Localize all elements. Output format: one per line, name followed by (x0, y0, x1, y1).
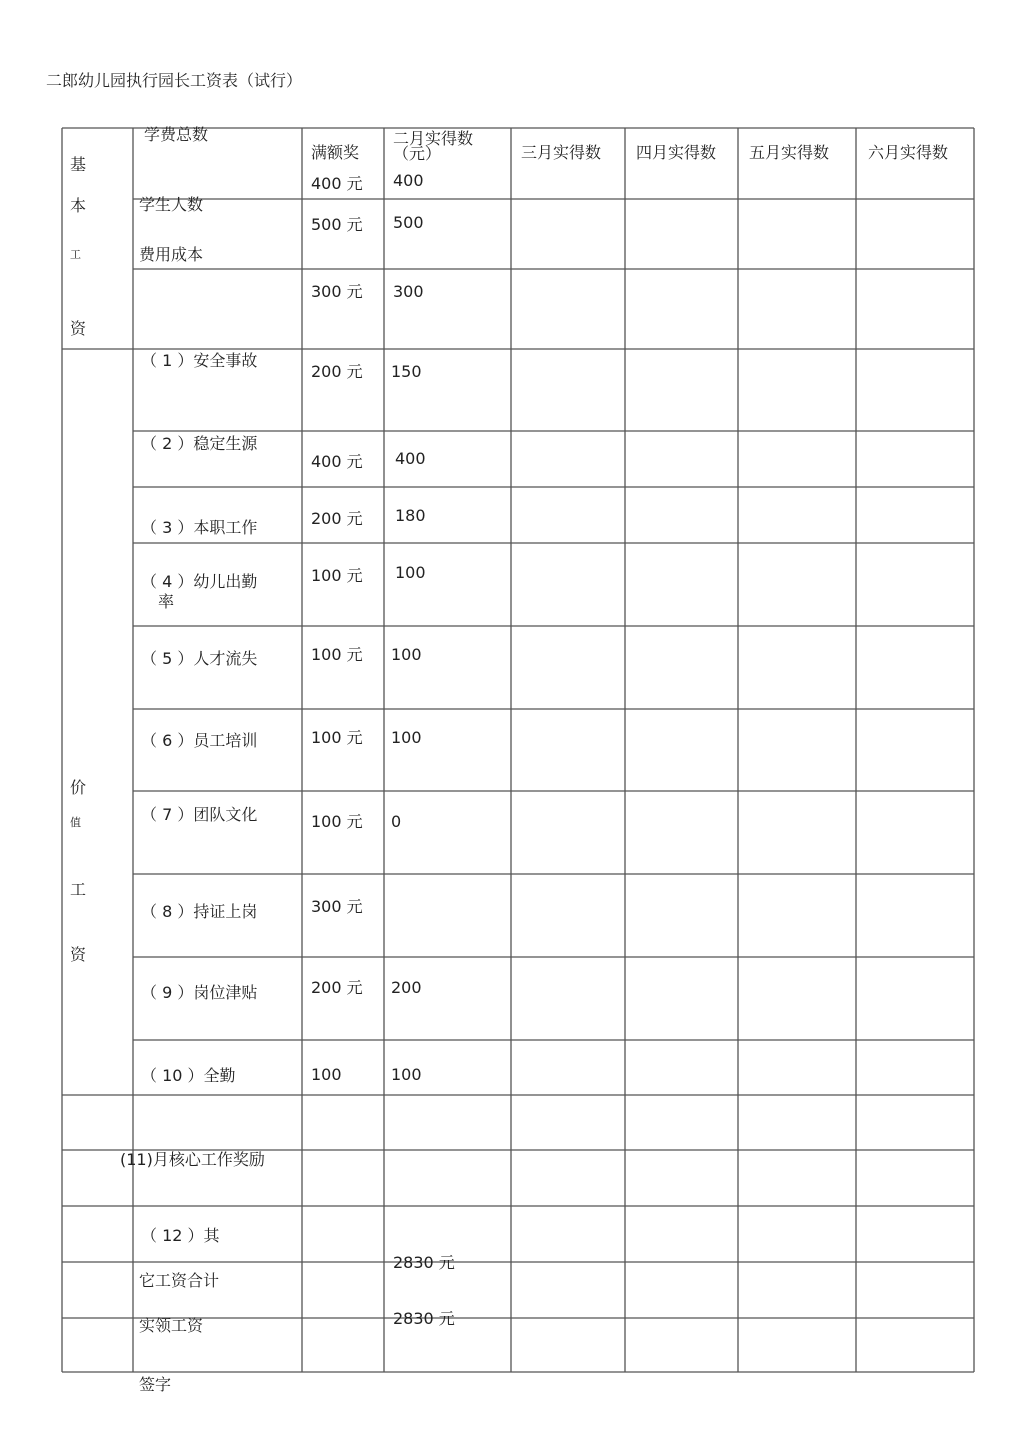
value-item-name: （ 2 ）稳定生源 (141, 434, 258, 453)
value-feb: 100 (395, 563, 426, 582)
value-feb: 100 (391, 1065, 422, 1084)
value-feb: 400 (395, 449, 426, 468)
page-title: 二郎幼儿园执行园长工资表（试行） (46, 71, 303, 90)
other-wage-label-cont: 它工资合计 (139, 1271, 220, 1290)
basic-item-name: 费用成本 (139, 245, 204, 264)
value-side-label: 值 (70, 816, 81, 829)
core-bonus-label: (11)月核心工作奖励 (120, 1150, 265, 1169)
value-full: 100 元 (311, 645, 363, 664)
signature-label: 签字 (139, 1375, 172, 1394)
header-apr: 四月实得数 (636, 143, 717, 162)
value-full: 100 元 (311, 812, 363, 831)
other-wage-total: 2830 元 (393, 1253, 455, 1272)
basic-item-name: 学费总数 (144, 125, 209, 144)
value-feb: 100 (391, 728, 422, 747)
value-side-label: 价 (70, 778, 87, 797)
header-jun: 六月实得数 (868, 143, 949, 162)
basic-feb: 400 (393, 171, 424, 190)
value-feb: 150 (391, 362, 422, 381)
value-full: 100 元 (311, 728, 363, 747)
value-full: 200 元 (311, 509, 363, 528)
actual-wage-total: 2830 元 (393, 1309, 455, 1328)
value-full: 400 元 (311, 452, 363, 471)
value-item-name: （ 6 ）员工培训 (141, 731, 258, 750)
value-full: 100 元 (311, 566, 363, 585)
value-item-name: （ 10 ）全勤 (141, 1066, 236, 1085)
basic-full: 500 元 (311, 215, 363, 234)
value-feb: 100 (391, 645, 422, 664)
basic-full: 300 元 (311, 282, 363, 301)
value-side-label: 工 (70, 880, 87, 899)
value-full: 100 (311, 1065, 342, 1084)
basic-side-label: 工 (70, 248, 81, 261)
other-wage-label: （ 12 ）其 (141, 1226, 220, 1245)
header-feb-unit: （元） (393, 144, 442, 163)
basic-feb: 300 (393, 282, 424, 301)
value-feb: 180 (395, 506, 426, 525)
basic-side-label: 本 (70, 196, 87, 215)
value-item-name: （ 4 ）幼儿出勤 (141, 572, 258, 591)
value-side-label: 资 (70, 945, 87, 964)
basic-side-label: 资 (70, 319, 87, 338)
value-feb: 0 (391, 812, 402, 831)
value-item-name-cont: 率 (158, 592, 175, 611)
header-full-amount: 满额奖 (311, 143, 360, 162)
value-item-name: （ 5 ）人才流失 (141, 649, 258, 668)
basic-side-label: 基 (70, 155, 87, 174)
value-item-name: （ 7 ）团队文化 (141, 805, 258, 824)
value-full: 200 元 (311, 978, 363, 997)
header-may: 五月实得数 (749, 143, 830, 162)
value-item-name: （ 9 ）岗位津贴 (141, 983, 258, 1002)
value-full: 200 元 (311, 362, 363, 381)
basic-full: 400 元 (311, 174, 363, 193)
header-feb: 二月实得数 (393, 129, 474, 148)
basic-feb: 500 (393, 213, 424, 232)
actual-wage-label: 实领工资 (139, 1316, 204, 1335)
header-mar: 三月实得数 (521, 143, 602, 162)
basic-item-name: 学生人数 (139, 195, 204, 214)
value-feb: 200 (391, 978, 422, 997)
value-item-name: （ 3 ）本职工作 (141, 518, 258, 537)
value-item-name: （ 8 ）持证上岗 (141, 902, 258, 921)
value-full: 300 元 (311, 897, 363, 916)
value-item-name: （ 1 ）安全事故 (141, 351, 258, 370)
